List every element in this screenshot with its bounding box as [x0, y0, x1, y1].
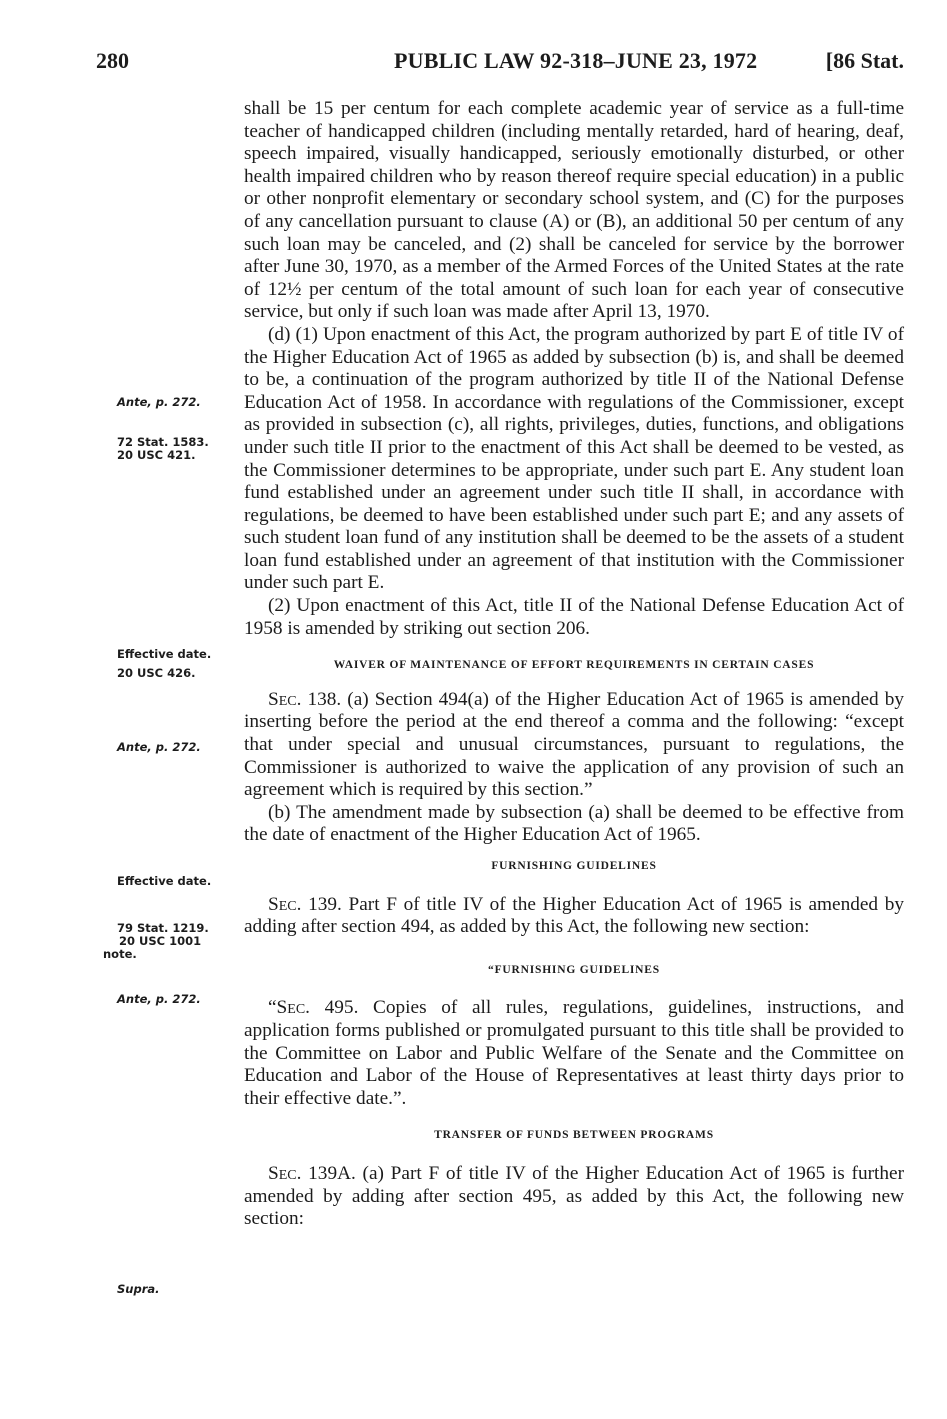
- section-label: Sec. 139A.: [268, 1162, 356, 1184]
- body-text: [244, 98, 904, 1231]
- section-text: (a) Section 494(a) of the Higher Education Act of 1965 is amended by inserting before the period at the end thereof a comma and the following: “except that under special and unusual circumstances, pursuant to regulations, the Commissioner is authorized to waive the application of any provision of such an agreement which is required by this section.”: [244, 688, 904, 801]
- margin-note-stat-1583: [117, 436, 209, 462]
- paragraph-sec-138: [244, 689, 904, 802]
- running-header: [96, 48, 904, 84]
- page-number: 280: [96, 48, 129, 73]
- section-heading-waiver: WAIVER OF MAINTENANCE OF EFFORT REQUIREMENTS IN CERTAIN CASES: [333, 659, 815, 672]
- paragraph-sec-139: [244, 894, 904, 939]
- margin-note-ante-2: Ante, p. 272.: [117, 740, 201, 754]
- margin-note-line: note.: [103, 947, 137, 961]
- margin-note-ante-3: Ante, p. 272.: [117, 992, 201, 1006]
- section-text: Copies of all rules, regulations, guidelines, instructions, and application forms published or promulgated pursuant to this title shall be provided to the Committee on Labor and Public Welfare of the Senate and the Committee on Education and Labor of the House of Representatives at least thirty days prior to their effective date.”.: [244, 997, 904, 1109]
- paragraph-d1: (d) (1) Upon enactment of this Act, the program authorized by part E of title IV of the Higher Education Act of 1965 as added by subsection (b) is, and shall be deemed to be, a continuation of the program authorized by title II of the National Defense Education Act of 1958. In accordance with regulations of the Commissioner, except as provided in subsection (c), all rights, privileges, duties, functions, and obligations under such title II prior to the enactment of this Act shall be deemed to be vested, as the Commissioner determines to be appropriate, under such part E. Any student loan fund established under an agreement under such title II shall, in accordance with regulations, be deemed to have been established under such part E; and any assets of such student loan fund of any institution shall be deemed to be the assets of a student loan fund established under an agreement of that institution with the Commissioner under such part E.: [244, 323, 904, 594]
- section-label: Sec. 139.: [268, 893, 342, 915]
- paragraph-cancellation: shall be 15 per centum for each complete academic year of service as a full-time teacher of handicapped children (including mentally retarded, hard of hearing, deaf, speech impaired, visually handicapped, seriously emotionally disturbed, or other health impaired children who by reason thereof require special education) in a public or other nonprofit elementary or secondary school system, and (C) for the purposes of any cancellation pursuant to clause (A) or (B), an additional 50 per centum of any such loan may be canceled, and (2) shall be canceled for service by the borrower after June 30, 1970, as a member of the Armed Forces of the United States at the rate of 12½ per centum of the total amount of such loan for each year of consecutive service, but only if such loan was made after April 13, 1970.: [244, 98, 904, 323]
- section-label: “Sec. 495.: [268, 997, 359, 1019]
- page-title: PUBLIC LAW 92-318–JUNE 23, 1972: [394, 48, 758, 73]
- margin-note-line: 72 Stat. 1583.: [117, 435, 209, 449]
- section-heading-transfer: TRANSFER OF FUNDS BETWEEN PROGRAMS: [434, 1129, 714, 1142]
- margin-note-stat-1219: [103, 921, 209, 961]
- paragraph-sec-138-b: (b) The amendment made by subsection (a) shall be deemed to be effective from the date of enactment of the Higher Education Act of 1965.: [244, 801, 904, 846]
- section-heading-furnishing-quoted: “FURNISHING GUIDELINES: [488, 963, 660, 976]
- paragraph-sec-495: [244, 997, 904, 1110]
- paragraph-sec-139a: [244, 1163, 904, 1231]
- statute-reference: [86 Stat.: [825, 48, 904, 73]
- margin-note-effective-date-2: Effective date.: [117, 874, 212, 888]
- margin-note-line: 20 USC 1001: [119, 934, 202, 948]
- paragraph-d2: (2) Upon enactment of this Act, title II of the National Defense Education Act of 1958 is amended by striking out section 206.: [244, 595, 904, 639]
- margin-note-line: 20 USC 426.: [117, 666, 196, 680]
- margin-note-line: 79 Stat. 1219.: [117, 921, 209, 935]
- margin-note-effective-date-1: [117, 648, 211, 680]
- margin-note-line: 20 USC 421.: [117, 448, 196, 462]
- margin-note-line: Effective date.: [117, 647, 212, 661]
- margin-note-ante-1: Ante, p. 272.: [117, 395, 201, 409]
- section-heading-furnishing: FURNISHING GUIDELINES: [491, 860, 657, 872]
- section-text: (a) Part F of title IV of the Higher Education Act of 1965 is further amended by adding after section 495, as added by this Act, the following new section:: [244, 1162, 904, 1230]
- section-text: Part F of title IV of the Higher Education Act of 1965 is amended by adding after section 494, as added by this Act, the following new section:: [244, 893, 905, 938]
- section-label: Sec. 138.: [268, 688, 342, 710]
- margin-note-supra: Supra.: [117, 1282, 160, 1296]
